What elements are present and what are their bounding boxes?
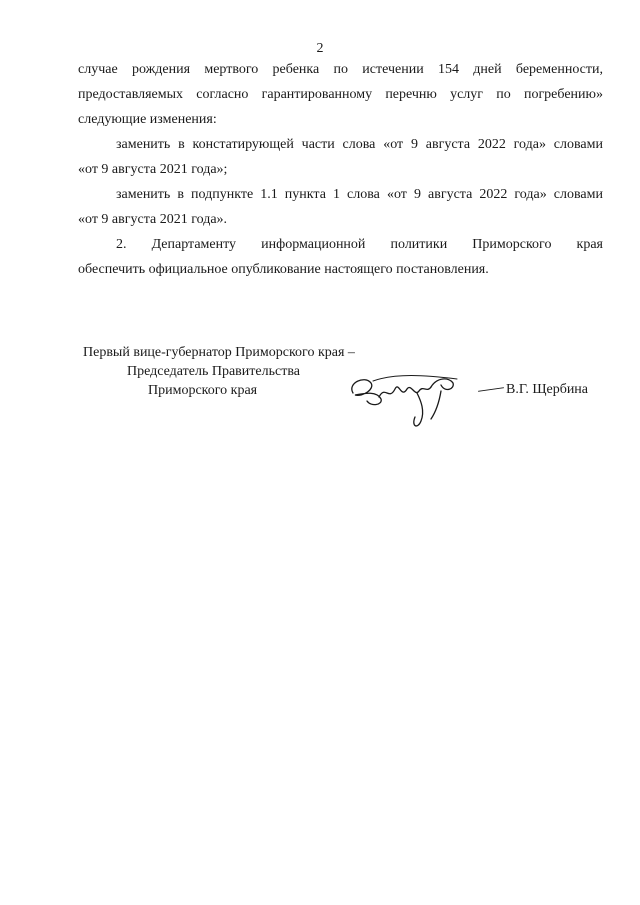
body-line: предоставляемых согласно гарантированному перечню услуг по погребению» <box>78 87 603 102</box>
signatory-title-line: Председатель Правительства <box>127 364 300 379</box>
page-number: 2 <box>316 41 324 56</box>
signatory-title-line: Первый вице-губернатор Приморского края – <box>83 345 355 360</box>
body-line: заменить в подпункте 1.1 пункта 1 слова «от 9 августа 2022 года» словами <box>116 187 603 202</box>
body-line: заменить в констатирующей части слова «от 9 августа 2022 года» словами <box>116 137 603 152</box>
body-line: случае рождения мертвого ребенка по истечении 154 дней беременности, <box>78 62 603 77</box>
signature-dash <box>478 387 504 392</box>
body-line: «от 9 августа 2021 года». <box>78 212 228 227</box>
document-body <box>78 57 603 282</box>
body-line: обеспечить официальное опубликование настоящего постановления. <box>78 262 489 277</box>
body-line: следующие изменения: <box>78 112 217 127</box>
signatory-title-line: Приморского края <box>148 383 258 398</box>
handwritten-signature <box>345 371 465 433</box>
signer-name <box>478 382 588 398</box>
body-line: 2. Департаменту информационной политики Приморского края <box>116 237 603 252</box>
signer-name-text: В.Г. Щербина <box>506 382 589 397</box>
body-line: «от 9 августа 2021 года»; <box>78 162 228 177</box>
